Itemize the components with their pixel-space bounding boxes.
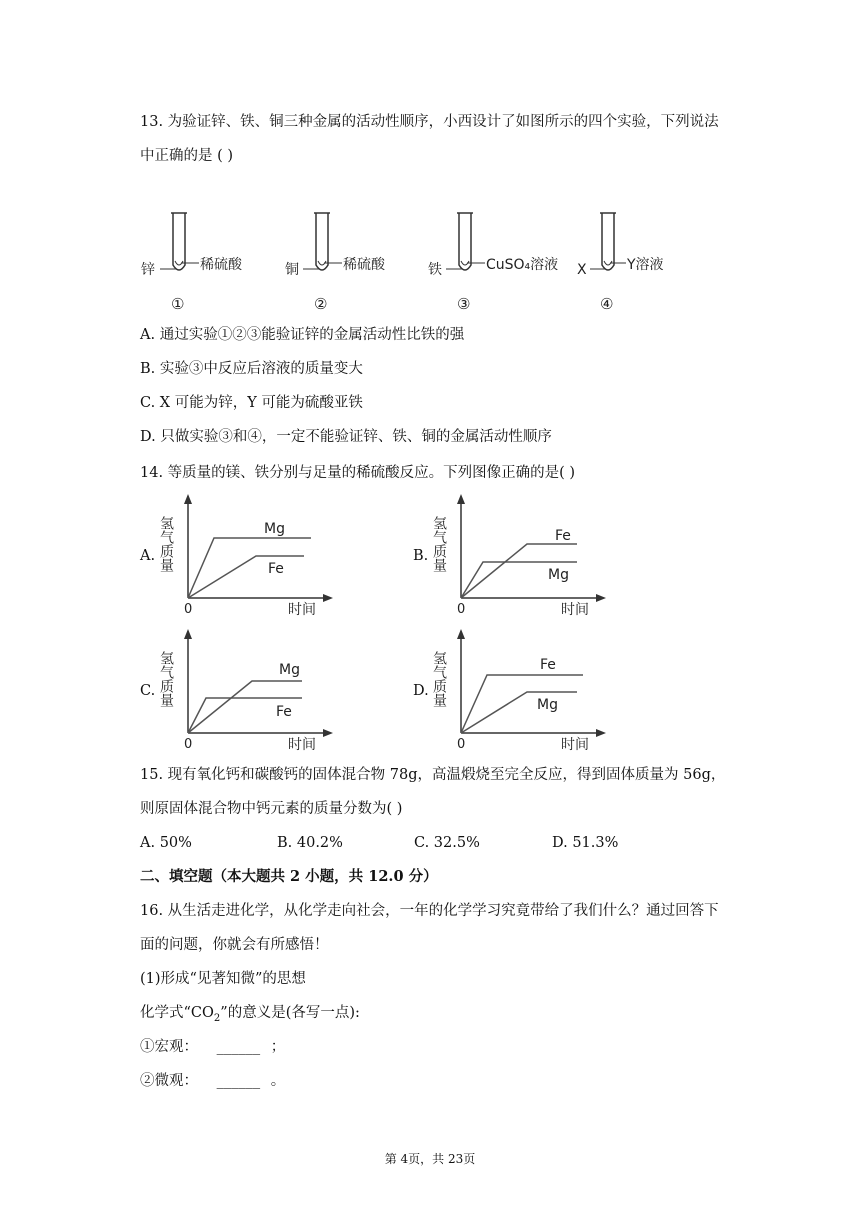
macro-end: ；	[270, 1039, 286, 1055]
tube-3-num: ③	[457, 295, 471, 313]
q16-stem-line2: 面的问题，你就会有所感悟！	[140, 937, 329, 953]
q14-graph-b-letter: B.	[413, 548, 429, 564]
macro-label: ①宏观：	[140, 1039, 198, 1055]
q13-stem-line1: 13. 为验证锌、铁、铜三种金属的活动性顺序，小西设计了如图所示的四个实验，下列说法	[140, 114, 719, 130]
formula-post: ”的意义是(各写一点):	[220, 1005, 360, 1021]
graph-d-bottom-label: Mg	[537, 697, 558, 713]
q15-option-d: D. 51.3%	[552, 835, 619, 851]
q14-graph-d	[431, 627, 621, 752]
q16-sub1: (1)形成“见著知微”的思想	[140, 971, 306, 987]
graph-d-origin: 0	[457, 737, 466, 752]
tube-4	[577, 213, 664, 313]
tube-2-metal: 铜	[285, 262, 299, 278]
q13-test-tube-diagram	[135, 205, 695, 315]
tube-2	[285, 213, 386, 313]
q14-graph-c	[158, 627, 348, 752]
graph-b-ylabel: 氢气质量	[431, 516, 447, 572]
q15-stem-line2: 则原固体混合物中钙元素的质量分数为( )	[140, 801, 403, 817]
tube-1-num: ①	[171, 295, 185, 313]
tube-3	[428, 213, 558, 313]
q15-stem-line1: 15. 现有氧化钙和碳酸钙的固体混合物 78g，高温煅烧至完全反应，得到固体质量为 56g，	[140, 767, 726, 783]
q15-option-a: A. 50%	[140, 835, 192, 851]
q14-graph-d-letter: D.	[413, 683, 429, 699]
page-footer: 第 4页，共 23页	[384, 1152, 476, 1166]
tube-3-solution: CuSO₄溶液	[486, 257, 559, 273]
graph-d-xlabel: 时间	[561, 737, 589, 752]
graph-a-top-label: Mg	[264, 521, 285, 537]
graph-a-bottom-label: Fe	[268, 561, 284, 577]
tube-4-metal: X	[577, 262, 587, 278]
q15-option-b: B. 40.2%	[277, 835, 343, 851]
tube-4-num: ④	[600, 295, 614, 313]
graph-b-bottom-label: Mg	[548, 567, 569, 583]
tube-2-num: ②	[314, 295, 328, 313]
tube-1	[141, 213, 243, 313]
q13-stem-line2: 中正确的是 ( )	[140, 148, 234, 164]
micro-label: ②微观：	[140, 1073, 198, 1089]
formula-subscript: 2	[213, 1012, 221, 1024]
graph-c-xlabel: 时间	[288, 737, 316, 752]
q14-graph-c-letter: C.	[140, 683, 156, 699]
tube-4-solution: Y溶液	[627, 257, 664, 273]
q16-stem-line1: 16. 从生活走进化学，从化学走向社会，一年的化学学习究竟带给了我们什么？通过回答下	[140, 903, 719, 919]
tube-2-solution: 稀硫酸	[343, 257, 385, 273]
tube-1-metal: 锌	[141, 262, 155, 278]
graph-a-ylabel: 氢气质量	[158, 516, 174, 572]
micro-answer-blank[interactable]: ______	[216, 1073, 261, 1089]
q13-option-a: A. 通过实验①②③能验证锌的金属活动性比铁的强	[140, 327, 465, 343]
graph-b-top-label: Fe	[555, 528, 571, 544]
formula-pre: 化学式“CO	[140, 1005, 214, 1021]
graph-c-top-label: Mg	[279, 662, 300, 678]
graph-d-top-label: Fe	[540, 657, 556, 673]
graph-b-xlabel: 时间	[561, 602, 589, 617]
q14-stem: 14. 等质量的镁、铁分别与足量的稀硫酸反应。下列图像正确的是( )	[140, 465, 576, 481]
graph-b-origin: 0	[457, 602, 466, 617]
graph-d-ylabel: 氢气质量	[431, 651, 447, 707]
q14-graph-b	[431, 492, 621, 617]
q13-option-d: D. 只做实验③和④，一定不能验证锌、铁、铜的金属活动性顺序	[140, 429, 552, 445]
graph-c-bottom-label: Fe	[276, 704, 292, 720]
q13-option-c: C. X 可能为锌，Y 可能为硫酸亚铁	[140, 395, 363, 411]
q14-graph-a	[158, 492, 348, 617]
q16-micro-line	[140, 1071, 285, 1091]
tube-1-solution: 稀硫酸	[200, 257, 242, 273]
macro-answer-blank[interactable]: ______	[216, 1039, 261, 1055]
q15-option-c: C. 32.5%	[414, 835, 480, 851]
graph-a-origin: 0	[184, 602, 193, 617]
q14-graph-a-letter: A.	[140, 548, 156, 564]
graph-a-xlabel: 时间	[288, 602, 316, 617]
q16-formula-line	[140, 1003, 360, 1029]
q13-option-b: B. 实验③中反应后溶液的质量变大	[140, 361, 363, 377]
q16-macro-line	[140, 1037, 285, 1057]
graph-c-ylabel: 氢气质量	[158, 651, 174, 707]
micro-end: 。	[270, 1073, 286, 1089]
graph-c-origin: 0	[184, 737, 193, 752]
tube-3-metal: 铁	[428, 262, 442, 278]
section-2-title: 二、填空题（本大题共 2 小题，共 12.0 分）	[140, 868, 438, 885]
